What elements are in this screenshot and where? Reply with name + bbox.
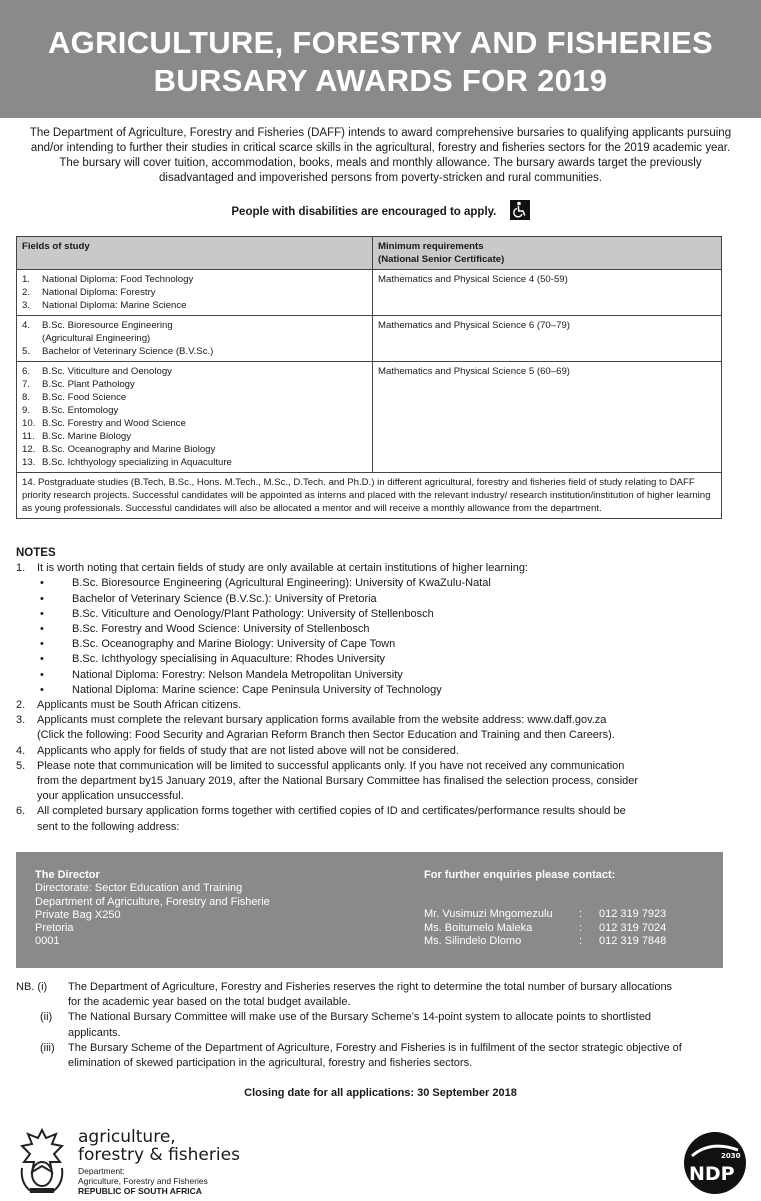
note-line: Please note that communication will be limited to successful applicants only. If you have not received any communication bbox=[37, 759, 625, 772]
note-number: 4. bbox=[16, 744, 26, 757]
contact-name: Ms. Boitumelo Maleka bbox=[424, 921, 533, 934]
nb-line: The Department of Agriculture, Forestry and Fisheries reserves the right to determine the total number of bursary allocations bbox=[68, 981, 673, 993]
note-text: Applicants who apply for fields of study that are not listed above will not be considered. bbox=[37, 744, 459, 757]
note-number: 5. bbox=[16, 759, 26, 772]
dept-line: Agriculture, Forestry and Fisheries bbox=[78, 1176, 208, 1186]
ndp-logo-icon bbox=[680, 1130, 750, 1196]
nb-line: The National Bursary Committee will make use of the Bursary Scheme’s 14-point system to allocate points to shortlisted bbox=[68, 1011, 652, 1024]
nb-line: elimination of skewed participation in the agricultural, forestry and fisheries sectors. bbox=[68, 1057, 473, 1070]
course-name: National Diploma: Marine Science bbox=[42, 300, 187, 311]
enquiries-contacts bbox=[424, 869, 666, 948]
page-title bbox=[0, 0, 761, 100]
note-item bbox=[16, 804, 736, 834]
table-row bbox=[17, 316, 722, 362]
course-number: 7. bbox=[22, 379, 31, 390]
institution-bullet bbox=[40, 576, 736, 591]
course-item bbox=[22, 365, 367, 378]
colon-separator: : bbox=[579, 921, 583, 934]
nb-number: (ii) bbox=[40, 1011, 53, 1024]
contact-phone: 012 319 7923 bbox=[599, 908, 667, 921]
department-logo bbox=[16, 1128, 276, 1198]
note-number: 1. bbox=[16, 562, 26, 575]
table-row bbox=[17, 362, 722, 473]
course-name: National Diploma: Forestry bbox=[42, 287, 156, 298]
address-title: The Director bbox=[35, 869, 100, 881]
bullet-text: B.Sc. Viticulture and Oenology/Plant Pathology: University of Stellenbosch bbox=[72, 607, 434, 620]
title-line-2: BURSARY AWARDS FOR 2019 bbox=[153, 63, 608, 98]
note-text: Applicants must be South African citizens. bbox=[37, 699, 242, 712]
note-number: 2. bbox=[16, 699, 26, 712]
course-name: B.Sc. Plant Pathology bbox=[42, 379, 135, 390]
course-number: 13. bbox=[22, 457, 36, 468]
course-item bbox=[22, 417, 367, 430]
contact-phone: 012 319 7024 bbox=[599, 921, 667, 934]
header-req-line-1: Minimum requirements bbox=[378, 241, 484, 252]
postgraduate-cell: 14. Postgraduate studies (B.Tech, B.Sc., Hons. M.Tech., M.Sc., D.Tech. and Ph.D.) in different agricultural, forestry and fisheries field of study relating to DAFF priority research projects. Successful candidates will be appointed as interns and placed with the relevant industry/ research institution/institution of higher learning as young professionals. Successful candidates will also be allocated a mentor and will receive a monthly allowance from the department. bbox=[17, 473, 722, 519]
note-line: sent to the following address: bbox=[37, 820, 180, 833]
bullet-icon: • bbox=[40, 577, 44, 590]
dept-line: Department: bbox=[78, 1166, 125, 1176]
requirement-cell: Mathematics and Physical Science 5 (60–69) bbox=[373, 362, 722, 473]
note-text bbox=[37, 713, 615, 743]
course-item bbox=[22, 299, 367, 312]
contact-name: Ms. Silindelo Dlomo bbox=[424, 934, 522, 947]
note-line: All completed bursary application forms together with certified copies of ID and certificates/performance results should be bbox=[37, 805, 626, 818]
bullet-text: National Diploma: Forestry: Nelson Mandela Metropolitan University bbox=[72, 668, 403, 681]
course-name: B.Sc. Forestry and Wood Science bbox=[42, 418, 186, 429]
nb-number: (i) bbox=[37, 981, 48, 993]
colon-separator: : bbox=[579, 908, 583, 921]
address-line: Directorate: Sector Education and Training bbox=[35, 882, 243, 895]
nb-label bbox=[16, 980, 68, 1010]
course-number: 4. bbox=[22, 320, 31, 331]
nb-number: (iii) bbox=[40, 1041, 55, 1054]
title-line-1: AGRICULTURE, FORESTRY AND FISHERIES bbox=[48, 25, 713, 60]
brand-line: agriculture, bbox=[78, 1127, 176, 1147]
note-line: your application unsuccessful. bbox=[37, 790, 184, 803]
course-cell bbox=[17, 316, 373, 362]
note-item bbox=[16, 698, 736, 713]
course-name: B.Sc. Oceanography and Marine Biology bbox=[42, 444, 216, 455]
contact-row bbox=[424, 935, 666, 948]
header-minimum-requirements bbox=[373, 237, 722, 270]
institution-bullet bbox=[40, 637, 736, 652]
course-item bbox=[22, 345, 367, 358]
course-item bbox=[22, 404, 367, 417]
institution-bullet bbox=[40, 652, 736, 667]
course-number: 6. bbox=[22, 366, 31, 377]
course-name: B.Sc. Marine Biology bbox=[42, 431, 132, 442]
nb-line: for the academic year based on the total budget available. bbox=[68, 996, 351, 1009]
course-number bbox=[22, 332, 42, 345]
nb-line: applicants. bbox=[68, 1026, 121, 1039]
institution-bullet bbox=[40, 607, 736, 622]
bullet-text: B.Sc. Oceanography and Marine Biology: University of Cape Town bbox=[72, 638, 396, 651]
course-item bbox=[22, 443, 367, 456]
course-number: 12. bbox=[22, 444, 36, 455]
brand-line: forestry & fisheries bbox=[78, 1145, 240, 1165]
note-text: It is worth noting that certain fields of study are only available at certain institutions of higher learning: bbox=[37, 562, 528, 575]
note-line: from the department by15 January 2019, after the National Bursary Committee has finalised the selection process, consider bbox=[37, 775, 639, 788]
bullet-icon: • bbox=[40, 638, 44, 651]
course-number: 3. bbox=[22, 300, 31, 311]
postal-address bbox=[35, 869, 270, 949]
notes-heading: NOTES bbox=[16, 547, 56, 559]
note-item bbox=[16, 759, 736, 805]
institution-bullet bbox=[40, 683, 736, 698]
requirement-cell: Mathematics and Physical Science 4 (50-59) bbox=[373, 270, 722, 316]
bullet-icon: • bbox=[40, 653, 44, 666]
dept-line: REPUBLIC OF SOUTH AFRICA bbox=[78, 1186, 202, 1196]
course-item bbox=[22, 456, 367, 469]
coat-of-arms-icon bbox=[16, 1128, 68, 1196]
nb-text bbox=[68, 980, 672, 1010]
logo-brand bbox=[78, 1128, 240, 1164]
course-item bbox=[22, 319, 367, 332]
course-number: 2. bbox=[22, 287, 31, 298]
disability-note bbox=[0, 202, 761, 222]
logo-department bbox=[78, 1166, 208, 1196]
colon-separator: : bbox=[579, 934, 583, 947]
course-item bbox=[22, 391, 367, 404]
nb-line: The Bursary Scheme of the Department of Agriculture, Forestry and Fisheries is in fulfilment of the sector strategic objective of bbox=[68, 1041, 682, 1054]
note-text bbox=[37, 804, 626, 834]
closing-date: Closing date for all applications: 30 September 2018 bbox=[244, 1087, 517, 1099]
note-text bbox=[37, 759, 638, 805]
disability-text: People with disabilities are encouraged to apply. bbox=[231, 206, 497, 219]
course-number: 11. bbox=[22, 431, 35, 442]
intro-paragraph: The Department of Agriculture, Forestry and Fisheries (DAFF) intends to award comprehensive bursaries to qualifying applicants pursuing and/or intending to further their studies in critical scarce skills in the agricultural, forestry and fisheries sectors for the 2019 academic year. The bursary will cover tuition, accommodation, books, meals and monthly allowance. The bursary awards target the previously disadvantaged and impoverished persons from poverty-stricken and rural communities. bbox=[29, 127, 732, 184]
nb-item bbox=[16, 980, 736, 1010]
course-name: (Agricultural Engineering) bbox=[42, 333, 151, 344]
nb-item bbox=[16, 1041, 736, 1071]
institution-bullet bbox=[40, 668, 736, 683]
note-item bbox=[16, 744, 736, 759]
nb-prefix: NB. bbox=[16, 981, 35, 993]
contact-row bbox=[424, 908, 666, 921]
note-item bbox=[16, 713, 736, 743]
institution-bullet bbox=[40, 622, 736, 637]
bullet-text: B.Sc. Ichthyology specialising in Aquaculture: Rhodes University bbox=[72, 653, 386, 666]
course-item bbox=[22, 378, 367, 391]
bullet-icon: • bbox=[40, 592, 44, 605]
course-name: B.Sc. Viticulture and Oenology bbox=[42, 366, 172, 377]
course-number: 8. bbox=[22, 392, 31, 403]
course-name: B.Sc. Ichthyology specializing in Aquaculture bbox=[42, 457, 232, 468]
course-cell bbox=[17, 270, 373, 316]
note-line: (Click the following: Food Security and Agrarian Reform Branch then Sector Education and Training and then Careers). bbox=[37, 729, 615, 742]
address-line: 0001 bbox=[35, 935, 60, 948]
table-row bbox=[17, 473, 722, 519]
note-line: Applicants must complete the relevant bursary application forms available from the website address: www.daff.gov.za bbox=[37, 714, 607, 727]
course-item bbox=[22, 430, 367, 443]
course-number: 1. bbox=[22, 274, 31, 285]
course-cell bbox=[17, 362, 373, 473]
course-name: B.Sc. Entomology bbox=[42, 405, 119, 416]
course-number: 9. bbox=[22, 405, 31, 416]
header-req-line-2: (National Senior Certificate) bbox=[378, 254, 505, 265]
course-number: 10. bbox=[22, 418, 36, 429]
note-number: 3. bbox=[16, 714, 26, 727]
address-line: Pretoria bbox=[35, 922, 74, 935]
course-item bbox=[22, 332, 367, 345]
notes-section bbox=[16, 546, 736, 835]
contact-box bbox=[16, 852, 723, 968]
contact-phone: 012 319 7848 bbox=[599, 934, 667, 947]
bullet-icon: • bbox=[40, 683, 44, 696]
course-item bbox=[22, 273, 367, 286]
address-line: Department of Agriculture, Forestry and Fisherie bbox=[35, 895, 270, 908]
address-line: Private Bag X250 bbox=[35, 908, 121, 921]
header-fields-of-study: Fields of study bbox=[17, 237, 373, 270]
course-item bbox=[22, 286, 367, 299]
bullet-text: Bachelor of Veterinary Science (B.V.Sc.): University of Pretoria bbox=[72, 592, 377, 605]
bullet-icon: • bbox=[40, 668, 44, 681]
table-row bbox=[17, 270, 722, 316]
note-number: 6. bbox=[16, 805, 26, 818]
table-header-row bbox=[17, 237, 722, 270]
bullet-icon: • bbox=[40, 607, 44, 620]
nb-item bbox=[16, 1010, 736, 1040]
title-banner bbox=[0, 0, 761, 118]
fields-of-study-table bbox=[16, 236, 722, 519]
bullet-text: B.Sc. Bioresource Engineering (Agricultural Engineering): University of KwaZulu-Natal bbox=[72, 577, 491, 590]
contact-row bbox=[424, 922, 666, 935]
ndp-text: NDP bbox=[689, 1163, 735, 1185]
bullet-icon: • bbox=[40, 623, 44, 636]
contact-name: Mr. Vusimuzi Mngomezulu bbox=[424, 908, 553, 921]
nb-text bbox=[68, 1010, 651, 1040]
course-name: B.Sc. Bioresource Engineering bbox=[42, 320, 173, 331]
bullet-text: National Diploma: Marine science: Cape Peninsula University of Technology bbox=[72, 683, 442, 696]
course-name: Bachelor of Veterinary Science (B.V.Sc.) bbox=[42, 346, 214, 357]
nb-text bbox=[68, 1041, 682, 1071]
course-name: National Diploma: Food Technology bbox=[42, 274, 194, 285]
course-name: B.Sc. Food Science bbox=[42, 392, 127, 403]
note-item bbox=[16, 561, 736, 576]
nb-section bbox=[16, 980, 736, 1071]
enquiries-title: For further enquiries please contact: bbox=[424, 869, 616, 881]
bullet-text: B.Sc. Forestry and Wood Science: University of Stellenbosch bbox=[72, 623, 370, 636]
course-number: 5. bbox=[22, 346, 31, 357]
institution-bullet bbox=[40, 592, 736, 607]
wheelchair-icon bbox=[510, 200, 530, 220]
requirement-cell: Mathematics and Physical Science 6 (70–79) bbox=[373, 316, 722, 362]
ndp-year: 2030 bbox=[721, 1152, 741, 1160]
